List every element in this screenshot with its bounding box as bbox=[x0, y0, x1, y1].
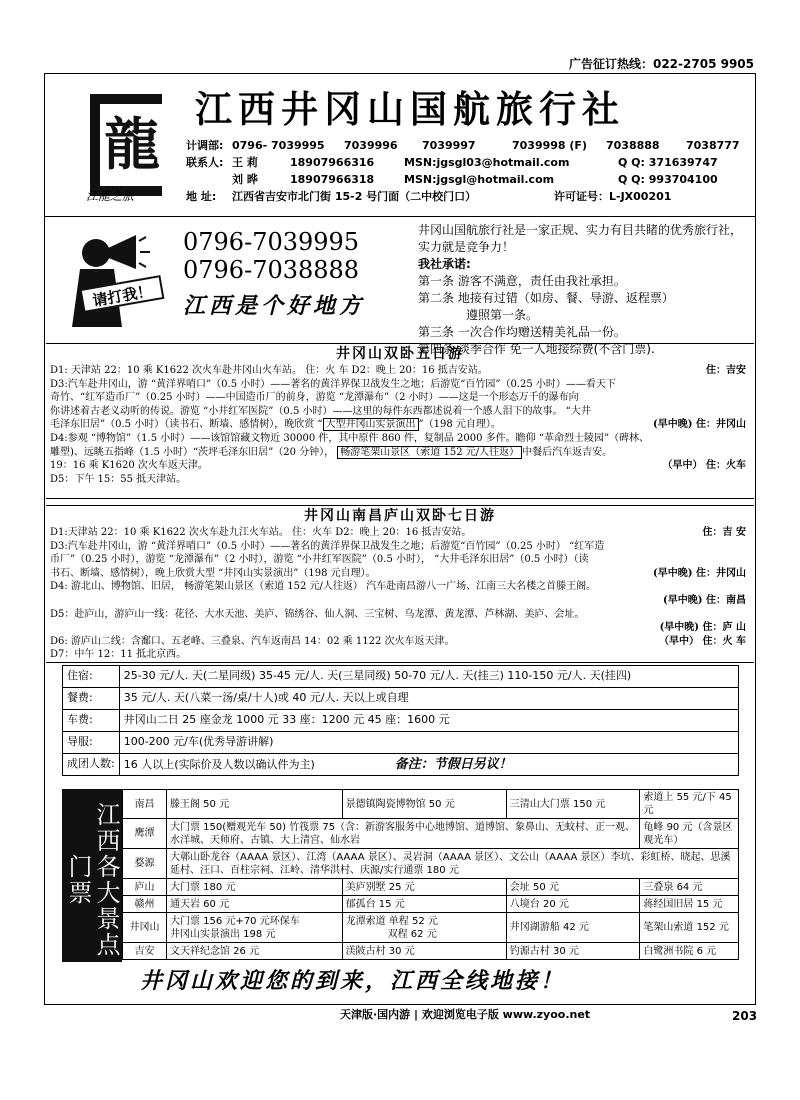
itinerary-line: D3:汽车赴井冈山，游 “黄洋界哨口”（0.5 小时）——著名的黄洋界保卫战发生之地；后游览“百竹园”（0.25 小时）——看天下 bbox=[50, 378, 616, 390]
table-row: 婺源 大鄣山卧龙谷（AAAA 景区）、江湾（AAAA 景区）、灵岩洞（AAAA 景区）、文公山（AAAA 景区）李坑、彩虹桥、晓起、思溪延村、汪口、百柱宗祠、江岭、清华洪村、庆源/实行通票 180 元 bbox=[123, 849, 739, 879]
itinerary-line: (早中晚) 住：庐 山 bbox=[659, 622, 746, 634]
itinerary-line: 你讲述着古老义动听的传说。游览 “小井红军医院”（0.5 小时）——这里的每件东西都述说着一个感人泪下的故事。 “大井 bbox=[50, 405, 591, 417]
license-number: 许可证号：L-JX00201 bbox=[554, 190, 672, 203]
highlight-box: 畅游笔架山景区（索道 152 元/人往返） bbox=[337, 446, 522, 459]
itinerary-line: (早中晚) 住：南昌 bbox=[663, 594, 746, 606]
itinerary-line: D4: 游北山、博物馆、旧居， 畅游笔架山景区（索道 152 元/人往返） 汽车赴南昌游八一广场、江南三大名楼之首滕王阁。 bbox=[50, 581, 597, 593]
table-row bbox=[63, 666, 739, 688]
promise-3: 第三条 一次合作均赠送精美礼品一份。 bbox=[418, 325, 626, 339]
promo-phone-1: 0796-7039995 bbox=[183, 228, 360, 256]
itinerary-line: D3:汽车赴井冈山，游 “黄洋界哨口”（0.5 小时）——著名的黄洋界保卫战发生之地；后游览“百竹园”（0.25 小时） “红军造 bbox=[50, 540, 605, 552]
dispatch-phone-3: 7039997 bbox=[422, 139, 476, 152]
itinerary-line: D5：下午 15：55 抵天津站。 bbox=[50, 473, 187, 485]
table-row: 吉安 文天祥纪念馆 26 元 渼陂古村 30 元 钓源古村 30 元 白鹭洲书院 6 元 bbox=[123, 943, 739, 960]
table-row bbox=[63, 732, 739, 754]
route-7day bbox=[46, 505, 754, 663]
contact-person-1-qq: Q Q: 371639747 bbox=[618, 156, 718, 169]
contact-label: 联系人: bbox=[186, 156, 224, 169]
contact-person-2-phone: 18907966318 bbox=[290, 173, 375, 186]
info-label: 餐费: bbox=[63, 688, 120, 710]
itinerary-line: D6: 游庐山二线：含鄱口、五老峰、三叠泉、汽车返南昌 14：02 乘 1122 次火车返天津。 （早中） 住：火 车 bbox=[50, 635, 746, 647]
agency-name: 江西井冈山国航旅行社 bbox=[195, 87, 625, 131]
route-5day bbox=[46, 343, 754, 499]
highlight-box: 大型井冈山实景演出 bbox=[323, 418, 419, 431]
route-5day-body bbox=[46, 364, 754, 486]
table-row: 庐山 大门票 180 元 美庐别墅 25 元 会址 50 元 三叠泉 64 元 bbox=[123, 879, 739, 896]
itinerary-line: 毛泽东旧居”（0.5 小时）（读书石、断墙、感情树），晚欣赏 “ 大型井冈山实景演出 ”（198 元自理）。 (早中晚) 住：井冈山 bbox=[50, 419, 746, 431]
itinerary-line: 雕塑)、远眺五指峰（1.5 小时）“茨坪毛泽东旧居”（20 分钟）， 畅游笔架山景区（索道 152 元/人往返） 中餐后汽车返吉安。 bbox=[50, 446, 613, 458]
promo-phones bbox=[183, 228, 359, 284]
contact-person-1-phone: 18907966316 bbox=[290, 156, 375, 169]
itinerary-line: D5：赴庐山，游庐山一线：花径、大水天池、美庐、锦绣谷、仙人洞、三宝树、乌龙潭、黄龙潭、芦林湖、美庐、会址。 bbox=[50, 608, 585, 620]
itinerary-line: 奇竹、“红军造币厂”（0.25 小时）——中国造币厂的前身，游览 “龙潭瀑布”（2 小时）——这是一个形态万千的瀑布向 bbox=[50, 392, 579, 404]
promise-2: 第二条 地接有过错（如房、餐、导游、返程票） bbox=[418, 291, 674, 305]
table-row: 井冈山 大门票 156 元+70 元环保车 井冈山实景演出 198 元 龙潭索道 单程 52 元 双程 62 元 井冈湖游船 42 元 笔架山索道 152 元 bbox=[123, 913, 739, 943]
info-label: 车费: bbox=[63, 710, 120, 732]
address-label: 地 址: bbox=[186, 190, 217, 203]
promise-4: 第四条 淡季合作 免一人地接综费(不含门票). bbox=[418, 342, 655, 356]
itinerary-line: D1: 天津站 22：10 乘 K1622 次火车赴井冈山火车站。 住：火 车 D2：晚上 20：16 抵吉安站。 住：吉安 bbox=[50, 365, 746, 376]
itinerary-line: D7：中午 12：11 抵北京西。 bbox=[50, 649, 187, 661]
route-7day-body bbox=[46, 526, 754, 662]
info-label: 导服: bbox=[63, 732, 120, 754]
info-label: 成团人数: bbox=[63, 754, 120, 776]
table-row bbox=[63, 710, 739, 732]
promise-1: 第一条 游客不满意，责任由我社承担。 bbox=[418, 274, 626, 288]
table-row: 鹰潭 大门票 150(赠观光车 50) 竹筏票 75（含：新游客服务中心地博馆、道博馆、象鼻山、无蚊村、正一观、水洋城、天师府、古镇、大上清宫、仙水岩 龟峰 90 元（含景区观光车） bbox=[123, 819, 739, 849]
info-value: 16 人以上(实际价及人数以确认件为主) 备注：节假日另议！ bbox=[119, 754, 738, 776]
route-7day-title: 井冈山南昌庐山双卧七日游 bbox=[304, 508, 496, 524]
itinerary-line: D4:参观 “博物馆”（1.5 小时）——该馆馆藏文物近 30000 件，其中原件 860 件，复制品 2000 多件。瞻仰 “革命烈士陵园”（碑林、 bbox=[50, 432, 650, 444]
dispatch-phone-5: 7038888 bbox=[606, 139, 660, 152]
tickets-side-title: 江西各大景点门票 bbox=[62, 789, 122, 962]
address: 江西省吉安市北门街 15-2 号门面（二中校门口） bbox=[232, 190, 477, 203]
logo-char: 龍 bbox=[104, 112, 160, 178]
route-5day-title: 井冈山双卧五日游 bbox=[336, 346, 464, 362]
contact-person-1: 王 莉 bbox=[232, 156, 258, 169]
footer-line[interactable]: 天津版·国内游 | 欢迎浏览电子版 www.zyoo.net bbox=[340, 1008, 591, 1021]
intro-block bbox=[418, 222, 752, 358]
contact-person-2-qq: Q Q: 993704100 bbox=[618, 173, 718, 186]
contact-block bbox=[186, 137, 756, 205]
tickets-table bbox=[122, 789, 739, 960]
dispatch-phone-2: 7039996 bbox=[344, 139, 398, 152]
contact-person-2: 刘 晔 bbox=[232, 173, 258, 186]
table-row: 南昌 滕王阁 50 元 景德镇陶瓷博物馆 50 元 三清山大门票 150 元 索道上 55 元/下 45 元 bbox=[123, 790, 739, 819]
promo-slogan: 江西是个好地方 bbox=[183, 293, 366, 319]
ad-hotline: 广告征订热线：022-2705 9905 bbox=[568, 57, 754, 71]
dispatch-phone-1: 0796- 7039995 bbox=[232, 139, 325, 152]
divider bbox=[44, 216, 756, 217]
table-row bbox=[63, 688, 739, 710]
contact-person-1-msn: MSN:jgsgl03@hotmail.com bbox=[404, 156, 570, 169]
promo-phone-2: 0796-7038888 bbox=[183, 256, 360, 284]
megaphone-man-icon bbox=[66, 223, 176, 333]
dispatch-phone-6: 7038777 bbox=[686, 139, 740, 152]
info-value: 100-200 元/车(优秀导游讲解) bbox=[119, 732, 738, 754]
intro-text: 井冈山国航旅行社是一家正规、实力有目共睹的优秀旅行社，实力就是竞争力！ bbox=[418, 223, 743, 254]
itinerary-line: 书石、断墙、感情树），晚上欣赏大型 “井冈山实景演出”（198 元自理）。 (早中晚) 住：井冈山 bbox=[50, 567, 746, 579]
info-value: 25-30 元/人. 天(二星同级) 35-45 元/人. 天(三星同级) 50-70 元/人. 天(挂三) 110-150 元/人. 天(挂四) bbox=[119, 666, 738, 688]
promise-title: 我社承诺: bbox=[418, 257, 471, 271]
table-row: 赣州 通天岩 60 元 郁孤台 15 元 八境台 20 元 蒋经国旧居 15 元 bbox=[123, 896, 739, 913]
info-value: 井冈山二日 25 座金龙 1000 元 33 座：1200 元 45 座：1600 元 bbox=[119, 710, 738, 732]
page-number: 203 bbox=[732, 1009, 758, 1023]
logo-caption: 江龍之旅 bbox=[86, 189, 135, 203]
price-info-table bbox=[62, 665, 739, 776]
itinerary-line: 19：16 乘 K1620 次火车返天津。 （早中） 住：火车 bbox=[50, 460, 746, 472]
itinerary-line: D1:天津站 22：10 乘 K1622 次火车赴九江火车站。 住：火车 D2：晚上 20：16 抵吉安站。 住：吉 安 bbox=[50, 527, 746, 538]
info-value: 35 元/人. 天(八菜一汤/桌/十人)或 40 元/人. 天以上或自理 bbox=[119, 688, 738, 710]
promise-2-cont: 遵照第一条。 bbox=[466, 308, 539, 322]
footer-slogan: 井冈山欢迎您的到来，江西全线地接！ bbox=[140, 968, 566, 994]
itinerary-line: 币厂”（0.25 小时），游览 “龙潭瀑布”（2 小时），游览 “小井红军医院”（0.5 小时）， “大井毛泽东旧居”（0.5 小时）（读 bbox=[50, 554, 589, 566]
info-label: 住宿: bbox=[63, 666, 120, 688]
table-row bbox=[63, 754, 739, 776]
dispatch-label: 计调部: bbox=[186, 139, 224, 152]
dispatch-phone-4: 7039998 (F) bbox=[512, 139, 587, 152]
contact-person-2-msn: MSN:jgsgl@hotmail.com bbox=[404, 173, 555, 186]
remark: 备注：节假日另议！ bbox=[394, 756, 512, 772]
promo-sign: 请打我！ bbox=[91, 281, 154, 311]
